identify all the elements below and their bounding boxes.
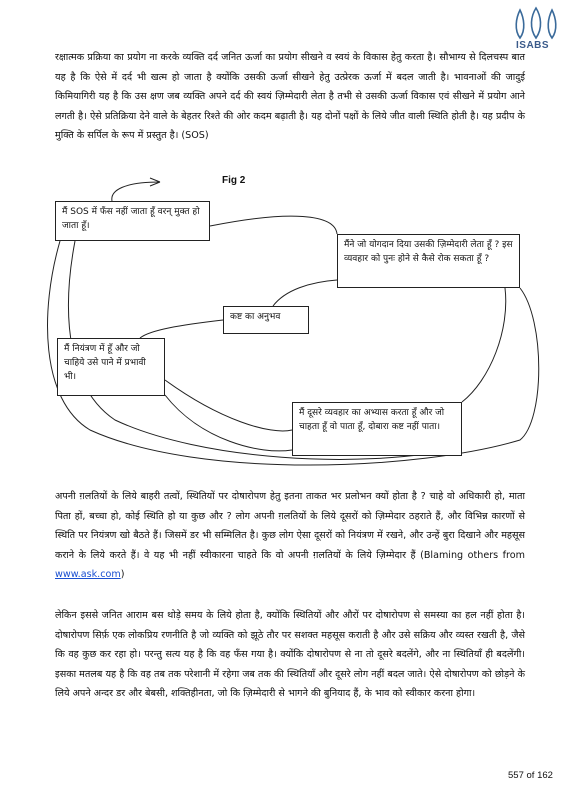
paragraph-2-end: ) (120, 569, 125, 580)
spiral-box-control: मैं नियंत्रण में हूँ और जो चाहिये उसे पाने में प्रभावी भी। (57, 338, 165, 396)
paragraph-2 (55, 487, 525, 585)
paragraph-2-text: अपनी ग़लतियों के लिये बाहरी तत्वों, स्थितियों पर दोषारोपण हेतु इतना ताकत भर प्रलोभन क्यों होता है ? चाहे वो अधिकारी हो, माता पिता हों, बच्चा हो, कोई स्थिति हो या कुछ और ? लोग अपनी ग़लतियों के लिये दूसरों को ज़िम्मेदार ठहराते हैं, और विभिन्न कारणों से स्थिति पर नियंत्रण खो बैठते हैं। जिसमें डर भी सम्मिलित है। कुछ लोग ऐसा दूसरों को नियंत्रण में रखने, और उन्हें बुरा दिखाने और महसूस कराने के लिये करते हैं। वे यह भी नहीं स्वीकारना चाहते कि वो अपनी ग़लतियों के लिये ज़िम्मेदार हैं (Blaming others from (55, 491, 525, 561)
spiral-curve-3 (210, 216, 337, 234)
spiral-box-pain: कष्ट का अनुभव (223, 306, 309, 334)
page-number (508, 770, 553, 781)
spiral-box-responsibility: मैंने जो योगदान दिया उसकी ज़िम्मेदारी लेता हूँ ? इस व्यवहार को पुनः होने से कैसे रोक सकता हूँ ? (337, 234, 520, 288)
figure-title: Fig 2 (222, 175, 246, 186)
page-prefix: 5 (508, 770, 514, 781)
ask-link[interactable]: www.ask.com (55, 569, 121, 580)
paragraph-3: लेकिन इससे जनित आराम बस थोड़े समय के लिये होता है, क्योंकि स्थितियों और औरों पर दोषारोपण से समस्या का हल नहीं होता है। दोषारोपण सिर्फ़ एक लोकप्रिय रणनीति है जो व्यक्ति को झूठे तौर पर सशक्त महसूस कराती है और उसे सक्रिय और व्यस्त रखती है, जैसे कि वह कुछ कर रहा हो। परन्तु सत्य यह है कि वह फँस गया है। क्योंकि दोषारोपण से ना तो दूसरे बदलेंगे, और ना स्थितियाँ ही बदलेंगी। इसका मतलब यह है कि वह तब तक परेशानी में रहेगा जब तक की स्थितियाँ और दूसरे लोग नहीं बदल जाते। ऐसे दोषारोपण को छोड़ने के लिये अपने अन्दर डर और बेबसी, शक्तिहीनता, जो कि ज़िम्मेदारी से भागने की बुनियाद हैं, के भाव को स्वीकार करना होगा। (55, 610, 525, 699)
paragraph-1: रक्षात्मक प्रक्रिया का प्रयोग ना करके व्यक्ति दर्द जनित ऊर्जा का प्रयोग सीखने व स्वयं के विकास हेतु करता है। सौभाग्य से दिलचस्प बात यह है कि ऐसे में दर्द भी खत्म हो जाता है क्योंकि उसकी ऊर्जा सीखने हेतु उत्प्रेरक ऊर्जा में बदल जाती है। भावनाओं की जादुई किमियागिरी यह है कि उस क्षण जब व्यक्ति अपने दर्द की स्वयं ज़िम्मेदारी लेता है तभी से उसकी ऊर्जा विकास एवं सीखने में प्रयोग आने लगती है। ऐसे प्रतिक्रिया देने वाले के बेहतर रिश्ते की ओर कदम बढ़ाती है। यह दोनों पक्षों के लिये जीत वाली स्थिति होती है। यह प्रदीप के मुक्ति के सर्पिल के रूप में प्रस्तुत है। (SOS) (55, 52, 525, 141)
spiral-curve-7 (140, 320, 223, 338)
page-count: 57 of 162 (513, 770, 553, 781)
logo-text: ISABS (516, 40, 550, 51)
spiral-curve-8 (462, 288, 506, 402)
spiral-curve-4 (165, 380, 292, 431)
spiral-box-liberation: मैं SOS में फँस नहीं जाता हूँ वरन् मुक्त हो जाता हूँ। (55, 201, 210, 241)
spiral-box-practice: मैं दूसरे व्यवहार का अभ्यास करता हूँ और जो चाहता हूँ वो पाता हूँ, दोबारा कष्ट नहीं पाता। (292, 402, 462, 456)
spiral-curve-6 (273, 280, 337, 306)
